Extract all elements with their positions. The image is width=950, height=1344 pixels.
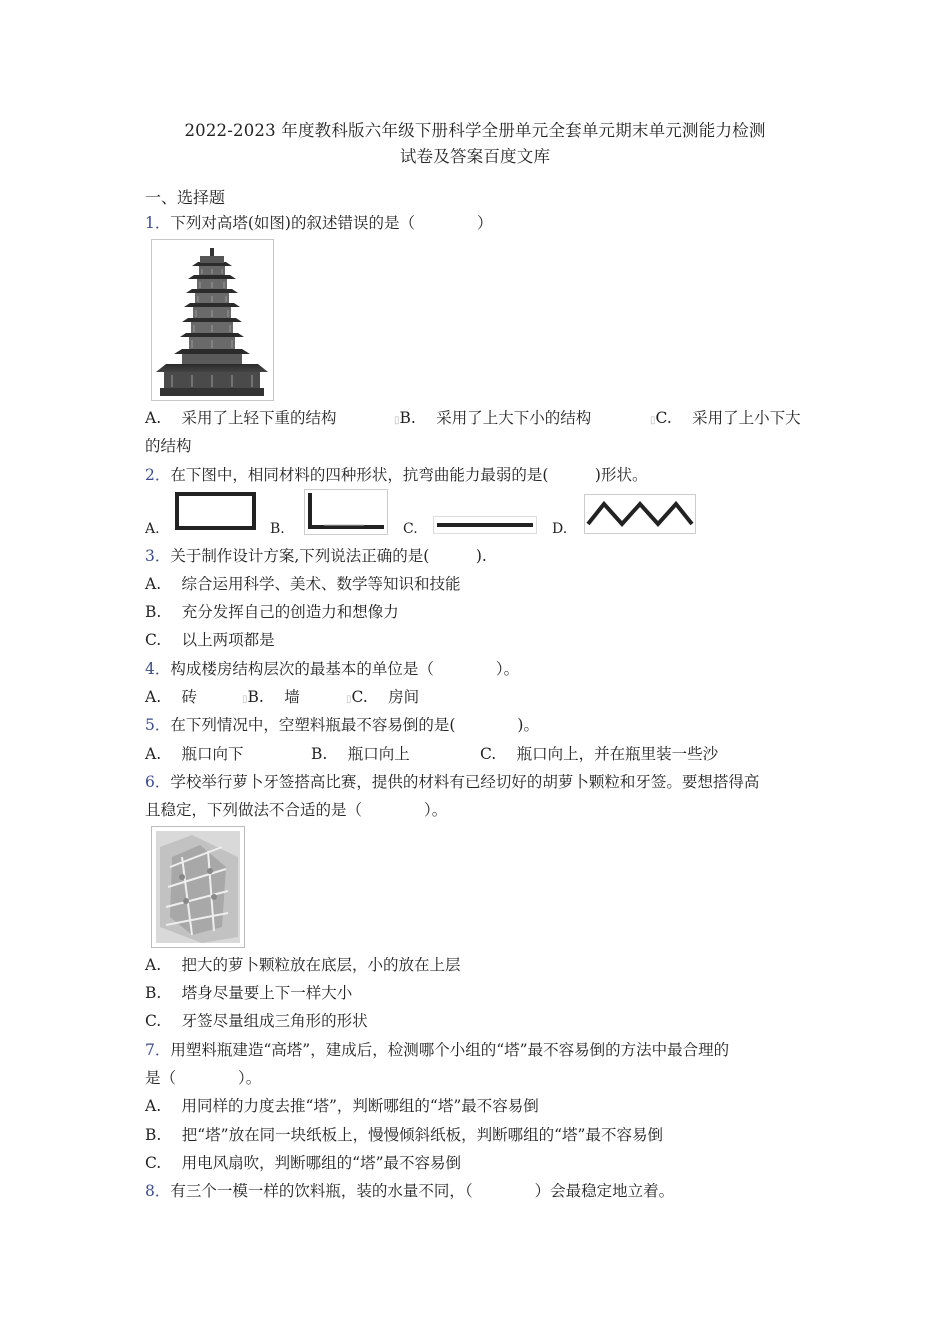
q2-label-b: B. [270, 521, 285, 537]
question-8 [145, 1181, 674, 1201]
photo-icon [152, 827, 244, 947]
question-text: 学校举行萝卜牙签搭高比赛，提供的材料有已经切好的胡萝卜颗粒和牙签。要想搭得高 [170, 773, 760, 791]
question-6-continuation: 且稳定，下列做法不合适的是（ ）。 [145, 801, 448, 819]
question-5 [145, 715, 539, 735]
q5-option-a: A. 瓶口向下 [145, 745, 244, 763]
pagoda-image [151, 239, 274, 401]
q1-option-a: A. 采用了上轻下重的结构 [145, 409, 337, 427]
q1-option-b-text: B. 采用了上大下小的结构 [399, 409, 592, 427]
section-heading: 一、选择题 [145, 188, 226, 207]
q6-option-c: C. 牙签尽量组成三角形的形状 [145, 1012, 368, 1030]
question-text: 下列对高塔(如图)的叙述错误的是（ ） [170, 214, 493, 232]
question-text: 关于制作设计方案,下列说法正确的是( ). [170, 547, 487, 565]
q6-option-a: A. 把大的萝卜颗粒放在底层，小的放在上层 [145, 956, 461, 974]
q3-option-c: C. 以上两项都是 [145, 631, 275, 649]
question-number: 7． [145, 1041, 171, 1059]
q4-option-c-text: C. 房间 [351, 688, 420, 706]
q1-option-c-text: C. 采用了上小下大 [655, 409, 801, 427]
q5-option-c: C. 瓶口向上，并在瓶里装一些沙 [480, 745, 719, 763]
q2-label-d: D. [552, 521, 568, 537]
q1-option-b: ▯B. 采用了上大下小的结构 [394, 409, 592, 427]
question-7 [145, 1040, 729, 1060]
document-title [140, 118, 810, 170]
q1-option-c: ▯C. 采用了上小下大 [650, 409, 801, 427]
q4-option-a: A. 砖 [145, 688, 198, 706]
question-text: 在下图中，相同材料的四种形状，抗弯曲能力最弱的是( )形状。 [170, 466, 648, 484]
question-text: 构成楼房结构层次的最基本的单位是（ ）。 [170, 660, 520, 678]
q2-label-a: A. [145, 521, 160, 537]
question-number: 6． [145, 773, 171, 791]
question-number: 5． [145, 716, 171, 734]
question-3 [145, 546, 487, 566]
shape-c-flat-bar [433, 516, 537, 534]
pagoda-icon [152, 240, 273, 400]
question-6 [145, 772, 759, 792]
question-number: 1． [145, 214, 171, 232]
question-number: 8． [145, 1182, 171, 1200]
title-line-1: 2022-2023 年度教科版六年级下册科学全册单元全套单元期末单元测能力检测 [184, 121, 766, 140]
carrot-tower-image [151, 826, 245, 948]
q7-option-a: A. 用同样的力度去推“塔”，判断哪组的“塔”最不容易倒 [145, 1097, 539, 1115]
q7-option-b: B. 把“塔”放在同一块纸板上，慢慢倾斜纸板，判断哪组的“塔”最不容易倒 [145, 1126, 663, 1144]
question-1 [145, 213, 492, 233]
question-number: 4． [145, 660, 171, 678]
shape-b-l-angle [304, 489, 388, 535]
q4-option-c: ▯C. 房间 [346, 688, 420, 706]
question-7-continuation: 是（ ）。 [145, 1069, 262, 1087]
q6-option-b: B. 塔身尽量要上下一样大小 [145, 984, 353, 1002]
q4-option-b: ▯B. 墙 [242, 688, 300, 706]
q1-option-c-continuation: 的结构 [145, 437, 192, 455]
question-4 [145, 659, 519, 679]
q5-option-b: B. 瓶口向上 [311, 745, 410, 763]
question-text: 用塑料瓶建造“高塔”，建成后，检测哪个小组的“塔”最不容易倒的方法中最合理的 [170, 1041, 730, 1059]
question-2 [145, 465, 647, 485]
question-number: 2． [145, 466, 171, 484]
q3-option-b: B. 充分发挥自己的创造力和想像力 [145, 603, 399, 621]
q2-label-c: C. [403, 521, 418, 537]
q3-option-a: A. 综合运用科学、美术、数学等知识和技能 [145, 575, 461, 593]
shape-a-rectangle [174, 491, 257, 531]
q4-option-b-text: B. 墙 [247, 688, 300, 706]
question-text: 在下列情况中，空塑料瓶最不容易倒的是( )。 [170, 716, 539, 734]
question-number: 3． [145, 547, 171, 565]
q7-option-c: C. 用电风扇吹，判断哪组的“塔”最不容易倒 [145, 1154, 462, 1172]
question-text: 有三个一模一样的饮料瓶，装的水量不同，（ ）会最稳定地立着。 [170, 1182, 675, 1200]
title-line-2: 试卷及答案百度文库 [399, 147, 551, 166]
shape-d-zigzag [584, 494, 696, 534]
